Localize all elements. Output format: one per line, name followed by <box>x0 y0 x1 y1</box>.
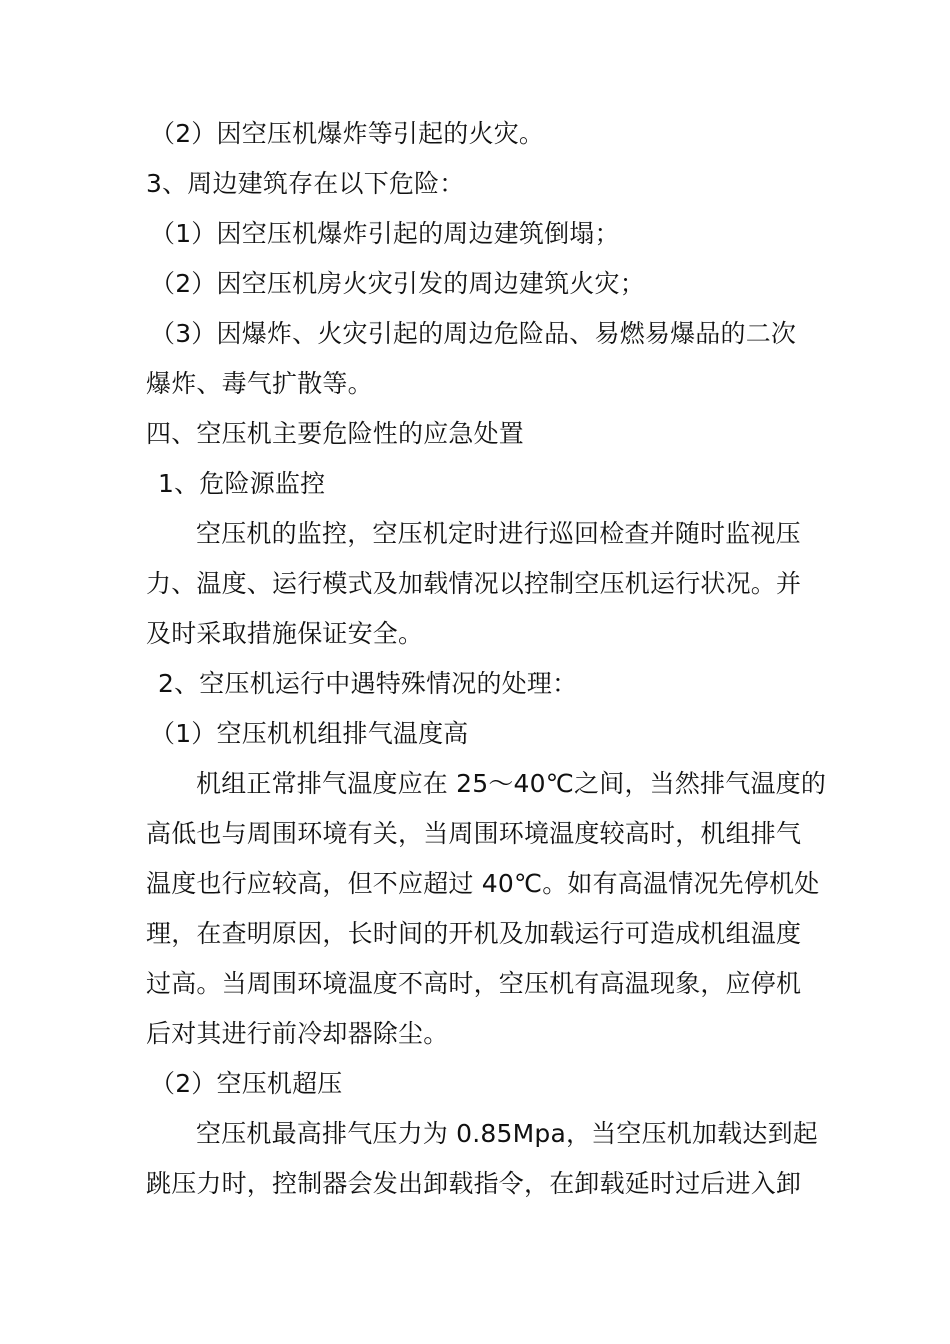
section-heading-surrounding-buildings: 3、周边建筑存在以下危险： <box>146 169 465 198</box>
paragraph-line: 空压机的监控，空压机定时进行巡回检查并随时监视压 <box>196 519 801 548</box>
list-item-overpressure: （2）空压机超压 <box>150 1069 343 1098</box>
list-item-fire: （2）因空压机爆炸等引起的火灾。 <box>150 119 545 148</box>
paragraph-line: 理，在查明原因，长时间的开机及加载运行可造成机组温度 <box>146 919 802 948</box>
paragraph-line: 跳压力时，控制器会发出卸载指令，在卸载延时过后进入卸 <box>146 1169 802 1198</box>
subsection-heading-special-cases: 2、空压机运行中遇特殊情况的处理： <box>158 669 578 698</box>
list-item-secondary-explosion: （3）因爆炸、火灾引起的周边危险品、易燃易爆品的二次 <box>150 319 797 348</box>
subsection-heading-monitoring: 1、危险源监控 <box>158 469 326 498</box>
paragraph-line: 及时采取措施保证安全。 <box>146 619 424 648</box>
paragraph-line: 高低也与周围环境有关，当周围环境温度较高时，机组排气 <box>146 819 802 848</box>
paragraph-line: 过高。当周围环境温度不高时，空压机有高温现象，应停机 <box>146 969 802 998</box>
list-item-building-fire: （2）因空压机房火灾引发的周边建筑火灾； <box>150 269 645 298</box>
paragraph-line: 温度也行应较高，但不应超过 40℃。如有高温情况先停机处 <box>146 869 820 898</box>
paragraph-line: 后对其进行前冷却器除尘。 <box>146 1019 449 1048</box>
section-heading-emergency: 四、空压机主要危险性的应急处置 <box>146 419 525 448</box>
paragraph-line: 爆炸、毒气扩散等。 <box>146 369 373 398</box>
list-item-high-temperature: （1）空压机机组排气温度高 <box>150 719 469 748</box>
paragraph-line: 力、温度、运行模式及加载情况以控制空压机运行状况。并 <box>146 569 802 598</box>
paragraph-line: 机组正常排气温度应在 25～40℃之间，当然排气温度的 <box>196 769 827 798</box>
paragraph-line: 空压机最高排气压力为 0.85Mpa，当空压机加载达到起 <box>196 1119 818 1148</box>
list-item-collapse: （1）因空压机爆炸引起的周边建筑倒塌； <box>150 219 620 248</box>
